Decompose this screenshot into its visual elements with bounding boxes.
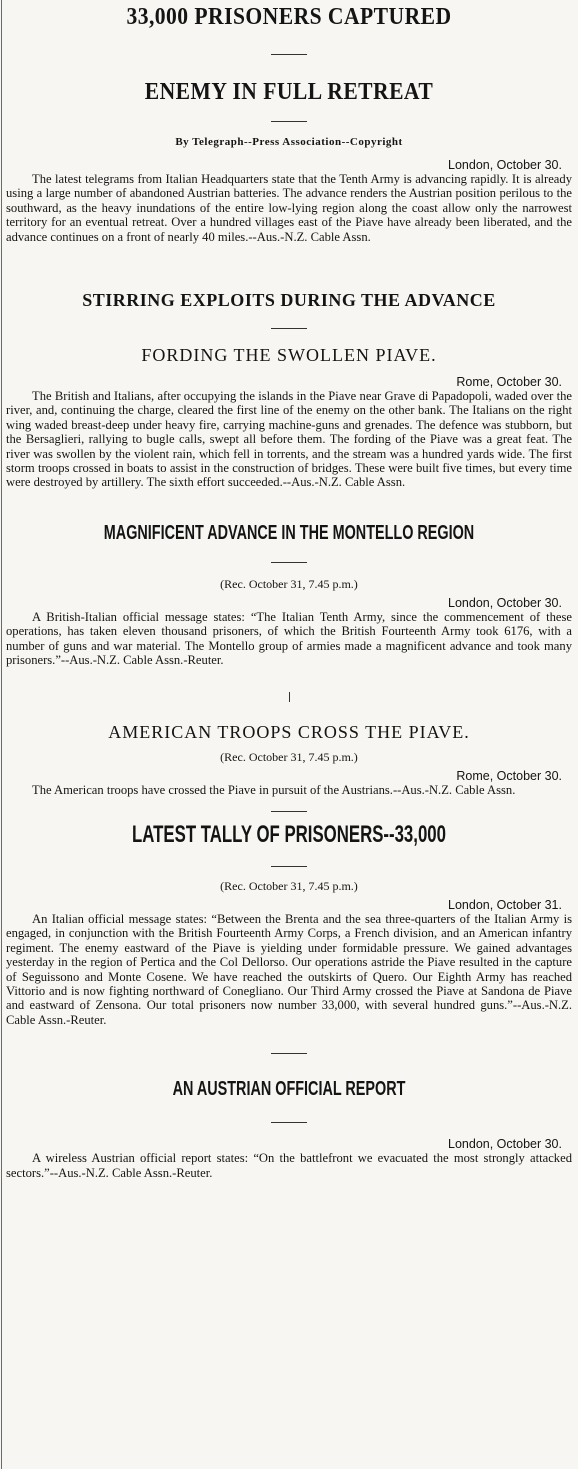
dateline-rome: Rome, October 30. — [456, 768, 562, 783]
main-headline: 33,000 PRISONERS CAPTURED — [126, 4, 452, 30]
section-divider — [271, 866, 307, 867]
section-divider — [289, 692, 290, 702]
column-rule — [1, 0, 2, 1469]
sub-headline: ENEMY IN FULL RETREAT — [144, 79, 434, 105]
section-divider — [271, 562, 307, 563]
section-headline-stirring: STIRRING EXPLOITS DURING THE ADVANCE — [82, 290, 496, 311]
dateline-london: London, October 31. — [448, 897, 562, 912]
dateline-london: London, October 30. — [448, 595, 562, 610]
subheadline-divider — [271, 121, 307, 122]
wire-credit: By Telegraph--Press Association--Copyright — [175, 136, 403, 148]
dateline-london: London, October 30. — [448, 158, 562, 172]
received-time: (Rec. October 31, 7.45 p.m.) — [220, 749, 358, 764]
section-headline-tally: LATEST TALLY OF PRISONERS--33,000 — [132, 820, 446, 848]
dateline-london: London, October 30. — [448, 1137, 562, 1152]
received-time: (Rec. October 31, 7.45 p.m.) — [220, 576, 358, 591]
received-time: (Rec. October 31, 7.45 p.m.) — [220, 878, 358, 893]
article-body-montello: A British-Italian official message states: “The Italian Tenth Army, since the commencement of these operations, has taken eleven thousand prisoners, of which the British Fourteenth Army took 6176, with a number of guns and war material. The Montello group of armies made a magnificent advance and took many prisoners.”--Aus.-N.Z. Cable Assn.-Reuter. — [6, 609, 572, 668]
article-body-american: The American troops have crossed the Piave in pursuit of the Austrians.--Aus.-N.Z. Cable Assn. — [32, 782, 516, 797]
article-body-main: The latest telegrams from Italian Headquarters state that the Tenth Army is advancing rapidly. It is already using a large number of abandoned Austrian batteries. The advance renders the Austrian position perilous to the southward, as the heavy inundations of the entire low-lying region along the coast allow only the narrowest territory for an eventual retreat. Over a hundred villages east of the Piave have already been liberated, and the advance continues on a front of nearly 40 miles.--Aus.-N.Z. Cable Assn. — [6, 172, 572, 244]
section-divider — [271, 328, 307, 329]
dateline-rome: Rome, October 30. — [456, 375, 562, 390]
section-subheadline-fording: FORDING THE SWOLLEN PIAVE. — [141, 345, 437, 366]
headline-divider — [271, 54, 307, 55]
section-divider — [271, 1053, 307, 1054]
section-headline-american: AMERICAN TROOPS CROSS THE PIAVE. — [108, 721, 470, 742]
section-divider — [271, 1122, 307, 1123]
article-body-tally: An Italian official message states: “Between the Brenta and the sea three-quarters of the Italian Army is engaged, in conjunction with the British Fourteenth Army Corps, a French division, and an American infantry regiment. The enemy eastward of the Piave is yielding under formidable pressure. We gained advantages yesterday in the region of Pertica and the Col Dellorso. Our operations astride the Piave resulted in the capture of Seguissono and Monte Cosene. We have reached the outskirts of Quero. Our Eighth Army has reached Vittorio and is now fighting northward of Conegliano. Our Third Army crossed the Piave at Sandona de Piave and eastward of Zensona. Our total prisoners now number 33,000, with several hundred guns.”--Aus.-N.Z. Cable Assn.-Reuter. — [6, 911, 572, 1027]
article-body-fording: The British and Italians, after occupying the islands in the Piave near Grave di Papadopoli, waded over the river, and, continuing the charge, cleared the first line of the enemy on the other bank. The Italians on the right wing waded breast-deep under heavy fire, carrying machine-guns and grenades. The defence was stubborn, but the Bersaglieri, rallying to bugle calls, swept all before them. The fording of the Piave was a great feat. The river was swollen by the violent rain, which fell in torrents, and the stream was a hundred yards wide. The first storm troops crossed in boats to assist in the construction of bridges. These were built five times, but every time were destroyed by artillery. The sixth effort succeeded.--Aus.-N.Z. Cable Assn. — [6, 389, 572, 490]
article-body-austrian: A wireless Austrian official report states: “On the battlefront we evacuated the most strongly attacked sectors.”--Aus.-N.Z. Cable Assn.-Reuter. — [6, 1151, 572, 1180]
section-divider — [271, 811, 307, 812]
section-headline-montello: MAGNIFICENT ADVANCE IN THE MONTELLO REGION — [103, 521, 475, 544]
section-headline-austrian: AN AUSTRIAN OFFICIAL REPORT — [172, 1078, 406, 1101]
